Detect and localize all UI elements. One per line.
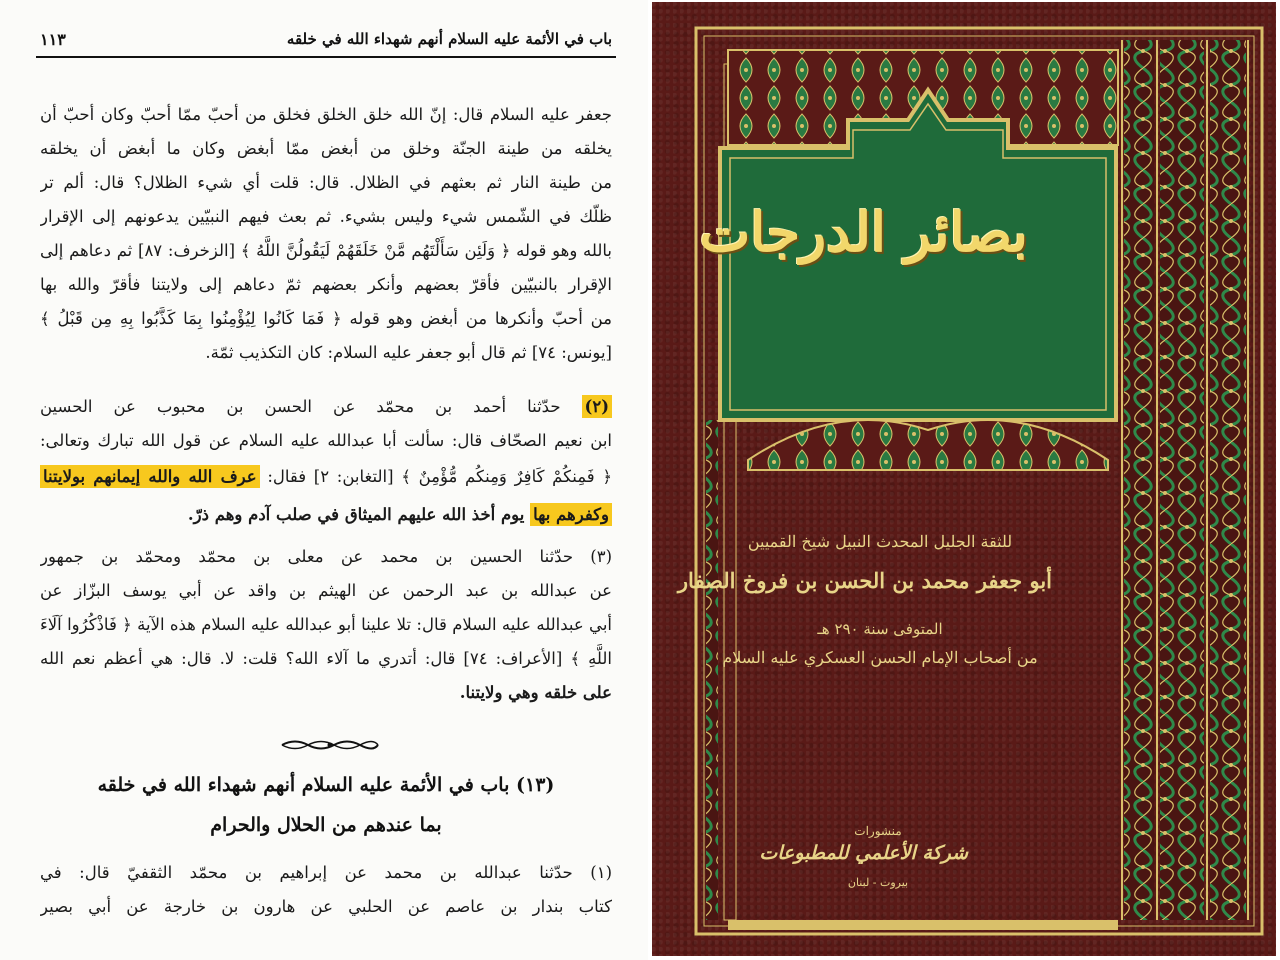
text-line: بالله وهو قوله ﴿ وَلَئِن سَأَلْتَهُم مَّنْ خَلَقَهُمْ لَيَقُولُنَّ اللَّهُ ﴾ [الزخرف: ٨٧] ثم دعاهم إلى: [40, 241, 612, 260]
hadith-2-line-1: [40, 390, 612, 424]
cover-title: بصائر الدرجات: [699, 200, 1028, 264]
text-line: الإقرار بالنبيّين فأقرّ بعضهم وأنكر بعضهم ثمّ دعاهم إلى ولايتنا فأقرّ والله بها: [40, 275, 612, 294]
running-head-title: باب في الأئمة عليه السلام أنهم شهداء الله في خلقه: [286, 30, 612, 48]
hadith-2-line-4: [40, 498, 612, 532]
text-line: ابن نعيم الصحّاف قال: سألت أبا عبدالله عليه السلام عن قول الله تبارك وتعالى:: [40, 431, 612, 450]
ornament-divider-icon: [280, 738, 380, 752]
book-cover: [648, 0, 1280, 960]
hadith-2-line-3: [40, 460, 612, 494]
text-line: أبي عبدالله عليه السلام قال: تلا علينا أبو عبدالله عليه السلام هذه الآية ﴿ فَاذْكُرُوا آلَاءَ: [40, 615, 612, 634]
cover-companion-note: من أصحاب الإمام الحسن العسكري عليه السلام: [722, 648, 1038, 667]
verse-text: ﴿ فَمِنكُمْ كَافِرٌ وَمِنكُم مُّؤْمِنٌ ﴾ [التغابن: ٢] فقال:: [267, 467, 612, 486]
cover-death-year: المتوفى سنة ٢٩٠ هـ: [817, 620, 943, 638]
running-head: [36, 28, 616, 58]
section-subtitle: بما عندهم من الحلال والحرام: [210, 814, 442, 836]
cover-publisher: شركة الأعلمي للمطبوعات: [759, 842, 968, 864]
cover-author: أبو جعفر محمد بن الحسن بن فروخ الصفار: [677, 568, 1052, 593]
highlighted-phrase: وكفرهم بها: [530, 503, 612, 526]
text-line: من طينة النار ثم بعثهم في الظلال. قال: قلت أي شيء الظلال؟ قال: ألم تر: [40, 173, 612, 192]
cover-publisher-place: بيروت - لبنان: [847, 876, 909, 889]
page-number: ١١٣: [40, 30, 66, 49]
text-line: ظلّك في الشّمس شيء وليس بشيء. ثم بعث فيهم النبيّين يدعونهم إلى الإقرار: [40, 207, 612, 226]
cover-publisher-label: منشورات: [854, 824, 902, 838]
cover-decoration: [648, 0, 1280, 960]
hadith-2-text: يوم أخذ الله عليهم الميثاق في صلب آدم وهم ذرّ.: [187, 505, 525, 524]
hadith-number-highlight: (٢): [582, 395, 613, 418]
hadith-2-text: حدّثنا أحمد بن محمّد عن الحسن بن محبوب عن الحسين: [40, 397, 561, 416]
section-title: (١٣) باب في الأئمة عليه السلام أنهم شهداء الله في خلقه: [97, 774, 555, 796]
text-line: جعفر عليه السلام قال: إنّ الله خلق الخلق فخلق من أحبّ ممّا أحبّ وكان أحبّ أن: [40, 105, 612, 124]
text-line: على خلقه وهي ولايتنا.: [459, 683, 612, 702]
text-line: كتاب بندار بن عاصم عن الحلبي عن هارون بن خارجة عن أبي بصير: [40, 897, 612, 916]
text-line: [يونس: ٧٤] ثم قال أبو جعفر عليه السلام: كان التكذيب ثمّة.: [205, 343, 612, 362]
text-line: من أحبّ وأنكرها من أبغض وهو قوله ﴿ فَمَا كَانُوا لِيُؤْمِنُوا بِمَا كَذَّبُوا بِهِ مِن قَبْلُ ﴾: [40, 309, 612, 328]
text-line: يخلقه من طينة الجنّة وخلق من أبغض ممّا أبغض وكان ما أبغض أن يخلقه: [40, 139, 612, 158]
cover-description: للثقة الجليل المحدث النبيل شيخ القميين: [747, 532, 1013, 551]
text-line: اللَّهِ ﴾ [الأعراف: ٧٤] قال: أتدري ما آلاء الله؟ قلت: لا. قال: هي أعظم نعم الله: [40, 649, 612, 668]
text-line: (١) حدّثنا عبدالله بن محمد عن إبراهيم بن محمّد الثقفيّ قال: في: [40, 863, 612, 882]
highlighted-phrase: عرف الله والله إيمانهم بولايتنا: [40, 465, 260, 488]
text-line: (٣) حدّثنا الحسين بن محمد عن معلى بن محمّد ومحمّد بن جمهور: [40, 547, 612, 566]
text-line: عن عبدالله بن عبد الرحمن عن الهيثم بن واقد عن أبي يوسف البزّاز عن: [40, 581, 612, 600]
